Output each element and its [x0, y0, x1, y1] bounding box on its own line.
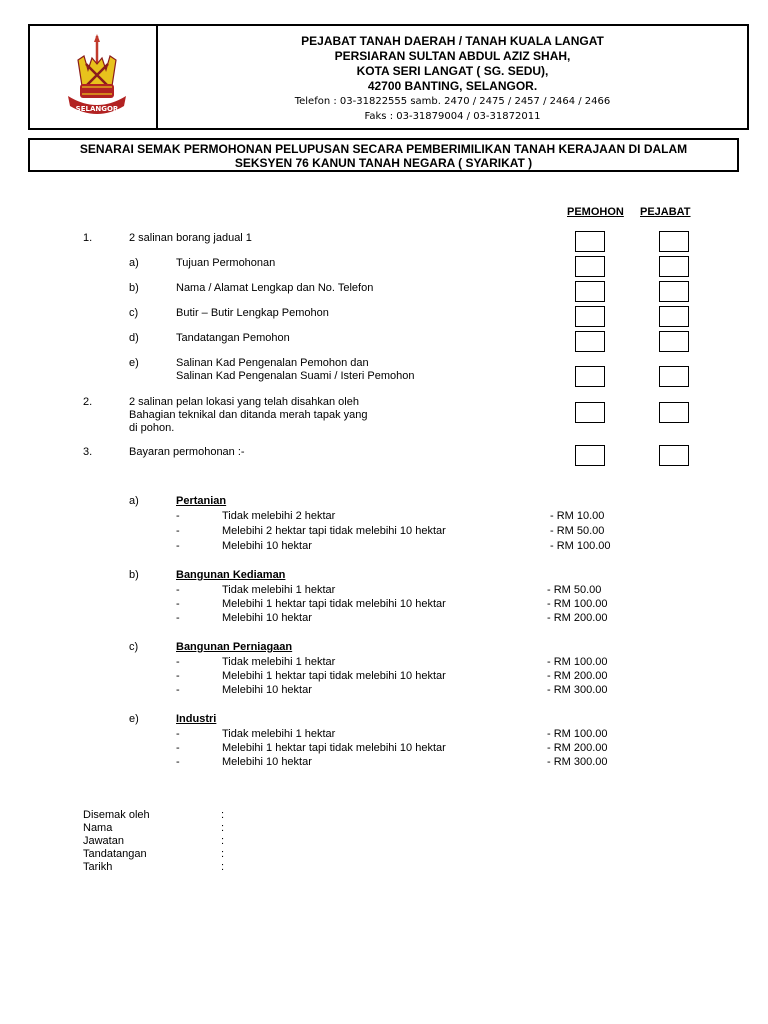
checklist-item-tujuan: Tujuan Permohonan — [176, 257, 276, 269]
address-line-3: 42700 BANTING, SELANGOR. — [367, 79, 538, 93]
fee-amount: - RM 50.00 — [550, 525, 605, 537]
checkbox-pejabat-1[interactable] — [659, 231, 689, 252]
signoff-label: Disemak oleh — [83, 809, 150, 821]
checklist-item-kad-pengenalan: Salinan Kad Pengenalan Pemohon dan Salinan Kad Pengenalan Suami / Isteri Pemohon — [176, 357, 415, 382]
signoff-field[interactable]: : — [221, 822, 225, 834]
fee-category-pertanian: Pertanian — [176, 495, 227, 507]
fee-item: Tidak melebihi 2 hektar — [222, 510, 336, 522]
checkbox-pejabat-1b[interactable] — [659, 281, 689, 302]
checkbox-pejabat-3[interactable] — [659, 445, 689, 466]
fee-item: Tidak melebihi 1 hektar — [222, 728, 336, 740]
signoff-field[interactable]: : — [221, 861, 225, 873]
column-header-pemohon: PEMOHON — [567, 206, 624, 218]
fee-amount: - RM 100.00 — [550, 540, 611, 552]
telephone: Telefon : 03-31822555 samb. 2470 / 2475 / 2457 / 2464 / 2466 — [294, 96, 611, 107]
fee-amount: - RM 300.00 — [547, 756, 608, 768]
checkbox-pemohon-2[interactable] — [575, 402, 605, 423]
fee-amount: - RM 200.00 — [547, 742, 608, 754]
fee-category-bangunan-kediaman: Bangunan Kediaman — [176, 569, 286, 581]
fee-amount: - RM 50.00 — [547, 584, 602, 596]
fee-item: Melebihi 1 hektar tapi tidak melebihi 10 hektar — [222, 670, 446, 682]
fee-amount: - RM 100.00 — [547, 656, 608, 668]
fee-amount: - RM 100.00 — [547, 728, 608, 740]
fee-item: Tidak melebihi 1 hektar — [222, 656, 336, 668]
fee-amount: - RM 200.00 — [547, 670, 608, 682]
signoff-label: Tarikh — [83, 861, 113, 873]
checkbox-pemohon-3[interactable] — [575, 445, 605, 466]
fee-item: Melebihi 2 hektar tapi tidak melebihi 10 hektar — [222, 525, 446, 537]
fee-amount: - RM 10.00 — [550, 510, 605, 522]
checkbox-pemohon-1[interactable] — [575, 231, 605, 252]
fee-amount: - RM 200.00 — [547, 612, 608, 624]
checklist-item-bayaran: Bayaran permohonan :- — [129, 446, 245, 458]
signoff-label: Tandatangan — [83, 848, 147, 860]
checkbox-pejabat-1d[interactable] — [659, 331, 689, 352]
document-title — [28, 138, 739, 172]
fee-amount: - RM 100.00 — [547, 598, 608, 610]
signoff-field[interactable]: : — [221, 809, 225, 821]
checkbox-pemohon-1d[interactable] — [575, 331, 605, 352]
fee-item: Melebihi 10 hektar — [222, 684, 312, 696]
fee-item: Melebihi 10 hektar — [222, 756, 312, 768]
fee-category-industri: Industri — [176, 713, 217, 725]
checklist-item-borang: 2 salinan borang jadual 1 — [129, 232, 252, 244]
title-line-1: SENARAI SEMAK PERMOHONAN PELUPUSAN SECARA PEMBERIMILIKAN TANAH KERAJAAN DI DALAM — [79, 142, 688, 156]
fee-amount: - RM 300.00 — [547, 684, 608, 696]
checkbox-pemohon-1b[interactable] — [575, 281, 605, 302]
office-name: PEJABAT TANAH DAERAH / TANAH KUALA LANGAT — [301, 34, 604, 48]
checkbox-pemohon-1c[interactable] — [575, 306, 605, 327]
selangor-crest-icon — [64, 34, 128, 122]
letterhead — [28, 24, 749, 130]
checkbox-pejabat-2[interactable] — [659, 402, 689, 423]
signoff-field[interactable]: : — [221, 848, 225, 860]
column-header-pejabat: PEJABAT — [640, 206, 691, 218]
checkbox-pemohon-1a[interactable] — [575, 256, 605, 277]
address-line-1: PERSIARAN SULTAN ABDUL AZIZ SHAH, — [334, 49, 571, 63]
signoff-label: Nama — [83, 822, 113, 834]
fee-item: Melebihi 1 hektar tapi tidak melebihi 10 hektar — [222, 742, 446, 754]
checklist-item-pelan-lokasi: 2 salinan pelan lokasi yang telah disahkan oleh Bahagian teknikal dan ditanda merah tapak yang di pohon. — [129, 396, 368, 434]
checkbox-pejabat-1e[interactable] — [659, 366, 689, 387]
fee-item: Tidak melebihi 1 hektar — [222, 584, 336, 596]
fee-category-bangunan-perniagaan: Bangunan Perniagaan — [176, 641, 293, 653]
fax: Faks : 03-31879004 / 03-31872011 — [364, 111, 541, 122]
checklist-item-tandatangan: Tandatangan Pemohon — [176, 332, 290, 344]
checkbox-pejabat-1c[interactable] — [659, 306, 689, 327]
checklist-item-butir: Butir – Butir Lengkap Pemohon — [176, 307, 329, 319]
signoff-label: Jawatan — [83, 835, 124, 847]
checkbox-pejabat-1a[interactable] — [659, 256, 689, 277]
checklist-item-nama: Nama / Alamat Lengkap dan No. Telefon — [176, 282, 374, 294]
checkbox-pemohon-1e[interactable] — [575, 366, 605, 387]
signoff-field[interactable]: : — [221, 835, 225, 847]
svg-text:SELANGOR: SELANGOR — [75, 105, 119, 113]
fee-item: Melebihi 1 hektar tapi tidak melebihi 10 hektar — [222, 598, 446, 610]
fee-item: Melebihi 10 hektar — [222, 540, 312, 552]
fee-item: Melebihi 10 hektar — [222, 612, 312, 624]
address-line-2: KOTA SERI LANGAT ( SG. SEDU), — [356, 64, 549, 78]
title-line-2: SEKSYEN 76 KANUN TANAH NEGARA ( SYARIKAT ) — [234, 156, 533, 170]
